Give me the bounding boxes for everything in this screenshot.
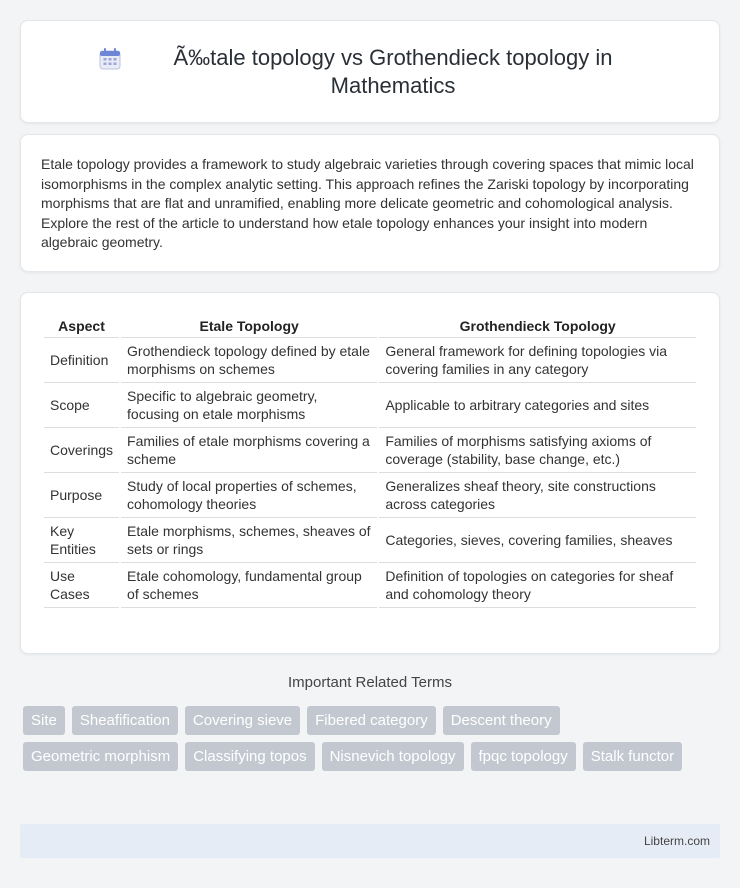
- tag-classifying-topos[interactable]: Classifying topos: [185, 742, 314, 771]
- footer: [20, 824, 720, 858]
- table-row: [44, 338, 696, 383]
- grothendieck-cell: Generalizes sheaf theory, site constructions across categories: [379, 473, 696, 518]
- comparison-table: [42, 315, 698, 608]
- tag-descent-theory[interactable]: Descent theory: [443, 706, 560, 735]
- grothendieck-cell: General framework for defining topologies via covering families in any category: [379, 338, 696, 383]
- intro-card: [20, 134, 720, 272]
- tag-sheafification[interactable]: Sheafification: [72, 706, 178, 735]
- header-card: [20, 20, 720, 123]
- calendar-icon: [97, 46, 123, 72]
- grothendieck-cell: Definition of topologies on categories for sheaf and cohomology theory: [379, 563, 696, 608]
- related-terms-title: Important Related Terms: [288, 674, 452, 691]
- table-row: [44, 428, 696, 473]
- grothendieck-cell: Applicable to arbitrary categories and sites: [379, 383, 696, 428]
- tag-site[interactable]: Site: [23, 706, 65, 735]
- aspect-cell: Definition: [44, 338, 119, 383]
- grothendieck-cell: Categories, sieves, covering families, sheaves: [379, 518, 696, 563]
- etale-cell: Specific to algebraic geometry, focusing on etale morphisms: [121, 383, 377, 428]
- table-row: [44, 383, 696, 428]
- etale-cell: Grothendieck topology defined by etale morphisms on schemes: [121, 338, 377, 383]
- etale-cell: Families of etale morphisms covering a scheme: [121, 428, 377, 473]
- aspect-cell: Scope: [44, 383, 119, 428]
- grothendieck-cell: Families of morphisms satisfying axioms of coverage (stability, base change, etc.): [379, 428, 696, 473]
- table-header-row: [44, 315, 696, 338]
- aspect-cell: Coverings: [44, 428, 119, 473]
- aspect-cell: Purpose: [44, 473, 119, 518]
- tag-geometric-morphism[interactable]: Geometric morphism: [23, 742, 178, 771]
- comparison-card: [20, 292, 720, 654]
- tag-fpqc-topology[interactable]: fpqc topology: [471, 742, 576, 771]
- tag-fibered-category[interactable]: Fibered category: [307, 706, 436, 735]
- aspect-cell: Use Cases: [44, 563, 119, 608]
- table-row: [44, 563, 696, 608]
- column-header: Etale Topology: [121, 315, 377, 338]
- etale-cell: Etale cohomology, fundamental group of schemes: [121, 563, 377, 608]
- table-row: [44, 518, 696, 563]
- tag-nisnevich-topology[interactable]: Nisnevich topology: [322, 742, 464, 771]
- tag-covering-sieve[interactable]: Covering sieve: [185, 706, 300, 735]
- page-title: Ã‰tale topology vs Grothendieck topology in Mathematics: [173, 44, 613, 98]
- table-row: [44, 473, 696, 518]
- aspect-cell: Key Entities: [44, 518, 119, 563]
- etale-cell: Study of local properties of schemes, cohomology theories: [121, 473, 377, 518]
- related-terms-list: [23, 706, 723, 778]
- intro-text: Etale topology provides a framework to study algebraic varieties through covering spaces that mimic local isomorphisms in the complex analytic setting. This approach refines the Zariski topology by incorporating morphisms that are flat and unramified, enabling more delicate geometric and cohomological analysis. Explore the rest of the article to understand how etale topology enhances your insight into modern algebraic geometry.: [41, 156, 694, 250]
- footer-brand-link[interactable]: Libterm.com: [643, 834, 710, 848]
- column-header: Aspect: [44, 315, 119, 338]
- column-header: Grothendieck Topology: [379, 315, 696, 338]
- etale-cell: Etale morphisms, schemes, sheaves of sets or rings: [121, 518, 377, 563]
- tag-stalk-functor[interactable]: Stalk functor: [583, 742, 682, 771]
